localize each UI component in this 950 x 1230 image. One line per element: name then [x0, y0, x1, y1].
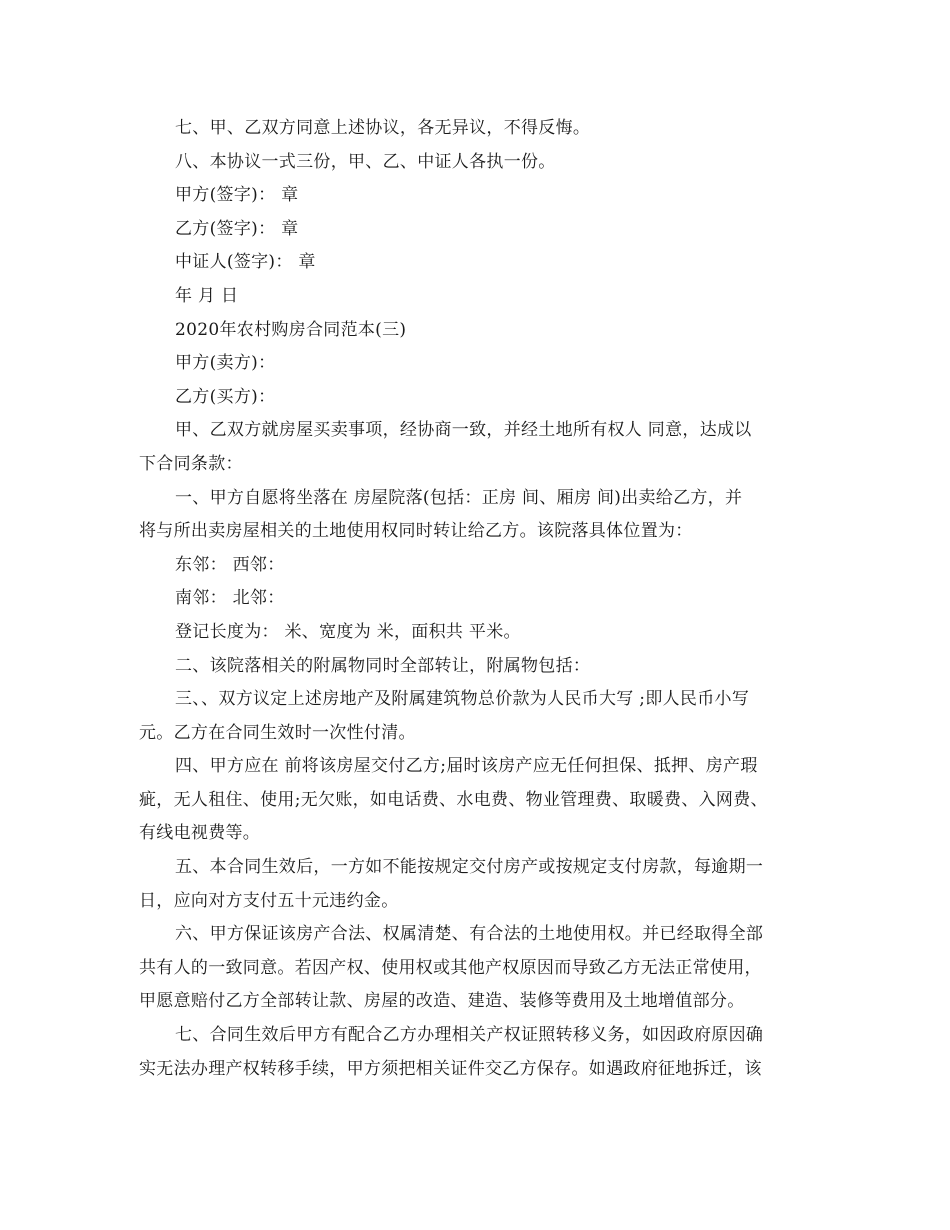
text-line: 共有人的一致同意。若因产权、使用权或其他产权原因而导致乙方无法正常使用，: [139, 957, 762, 978]
document-body: [139, 112, 819, 1086]
text-line: 有线电视费等。: [139, 823, 261, 844]
text-line: 下合同条款：: [139, 453, 243, 474]
text-line: 甲方(签字)： 章: [175, 185, 299, 206]
text-line: 六、甲方保证该房产合法、权属清楚、有合法的土地使用权。并已经取得全部: [175, 924, 764, 945]
text-line: 年 月 日: [175, 285, 239, 306]
text-line: 实无法办理产权转移手续，甲方须把相关证件交乙方保存。如遇政府征地拆迁，该: [139, 1058, 762, 1079]
text-line: 乙方(签字)： 章: [175, 218, 299, 239]
text-line: 甲方(卖方)：: [175, 353, 276, 374]
text-line: 四、甲方应在 前将该房屋交付乙方;届时该房产应无任何担保、抵押、房产瑕: [175, 756, 758, 777]
text-line: 将与所出卖房屋相关的土地使用权同时转让给乙方。该院落具体位置为：: [139, 521, 693, 542]
text-line: 中证人(签字)： 章: [175, 252, 316, 273]
text-line: 元。乙方在合同生效时一次性付清。: [139, 722, 416, 743]
text-line: 甲、乙双方就房屋买卖事项，经协商一致，并经土地所有权人 同意，达成以: [175, 420, 752, 441]
text-line: 疵，无人租住、使用;无欠账，如电话费、水电费、物业管理费、取暖费、入网费、: [139, 789, 768, 810]
text-line: 甲愿意赔付乙方全部转让款、房屋的改造、建造、装修等费用及土地增值部分。: [139, 991, 745, 1012]
text-line: 2020年农村购房合同范本(三): [175, 319, 407, 340]
text-line: 七、合同生效后甲方有配合乙方办理相关产权证照转移义务，如因政府原因确: [175, 1025, 764, 1046]
text-line: 七、甲、乙双方同意上述协议，各无异议，不得反悔。: [175, 118, 591, 138]
text-line: 二、该院落相关的附属物同时全部转让，附属物包括：: [175, 655, 591, 676]
text-line: 东邻： 西邻：: [175, 554, 285, 575]
text-line: 五、本合同生效后，一方如不能按规定交付房产或按规定支付房款，每逾期一: [175, 857, 764, 878]
text-line: 南邻： 北邻：: [175, 588, 285, 609]
text-line: 一、甲方自愿将坐落在 房屋院落(包括：正房 间、厢房 间)出卖给乙方，并: [175, 487, 743, 508]
text-line: 三、、双方议定上述房地产及附属建筑物总价款为人民币大写 ;即人民币小写: [175, 689, 750, 710]
text-line: 乙方(买方)：: [175, 386, 276, 407]
text-line: 八、本协议一式三份，甲、乙、中证人各执一份。: [175, 151, 556, 172]
text-line: 登记长度为： 米、宽度为 米，面积共 平米。: [175, 621, 521, 642]
text-line: 日，应向对方支付五十元违约金。: [139, 890, 399, 911]
